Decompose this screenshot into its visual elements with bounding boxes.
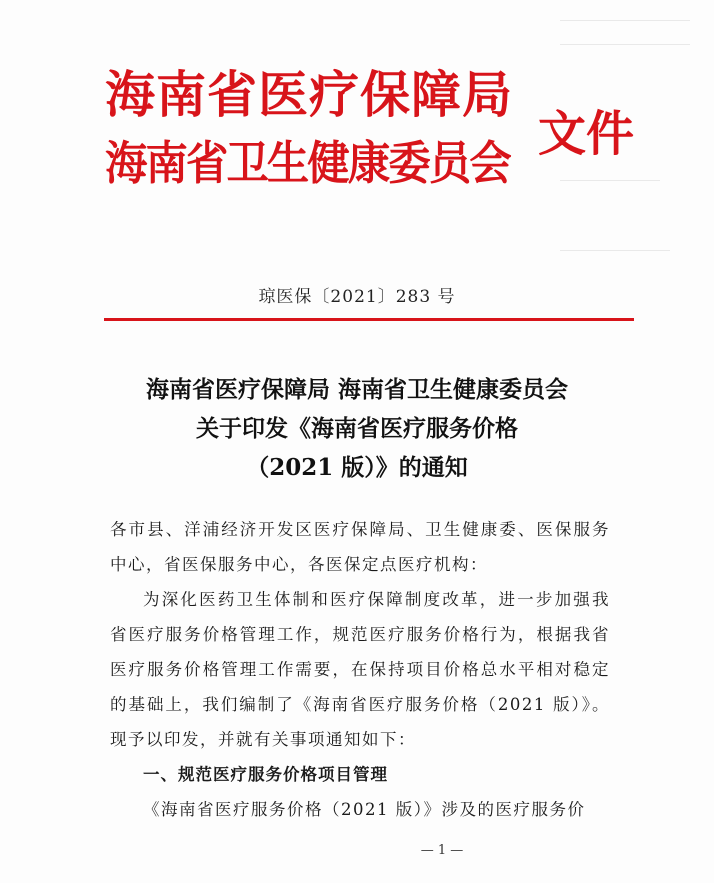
page-number: — 1 — <box>420 843 464 858</box>
bleed-through-line <box>560 180 660 181</box>
body-paragraph: 《海南省医疗服务价格（2021 版）》涉及的医疗服务价 <box>143 800 586 819</box>
body-paragraph: 为深化医药卫生体制和医疗保障制度改革，进一步加强我省医疗服务价格管理工作，规范医疗服务价格行为，根据我省医疗服务价格管理工作需要，在保持项目价格总水平相对稳定的基础上，我们编制了《海南省医疗服务价格（2021 版）》。现予以印发，并就有关事项通知如下： <box>110 590 610 749</box>
section-heading: 一、规范医疗服务价格项目管理 <box>143 765 388 784</box>
agency-name-health-commission: 海南省卫生健康委员会 <box>105 136 510 190</box>
bleed-through-line <box>560 20 690 21</box>
bleed-through-line <box>560 44 690 45</box>
document-title <box>0 370 714 487</box>
agency-name-healthcare-security: 海南省医疗保障局 <box>105 65 513 124</box>
issuing-agencies <box>105 65 545 190</box>
document-body <box>110 512 610 827</box>
bleed-through-line <box>560 250 670 251</box>
red-divider <box>104 318 634 321</box>
title-line: （2021 版）》的通知 <box>246 454 468 481</box>
title-line: 海南省医疗保障局 海南省卫生健康委员会 <box>145 376 568 403</box>
document-label: 文件 <box>538 106 635 162</box>
title-line: 关于印发《海南省医疗服务价格 <box>196 415 518 442</box>
document-number: 琼医保〔2021〕283 号 <box>258 287 456 307</box>
addressee: 各市县、洋浦经济开发区医疗保障局、卫生健康委、医保服务中心，省医保服务中心，各医保定点医疗机构： <box>110 520 610 574</box>
